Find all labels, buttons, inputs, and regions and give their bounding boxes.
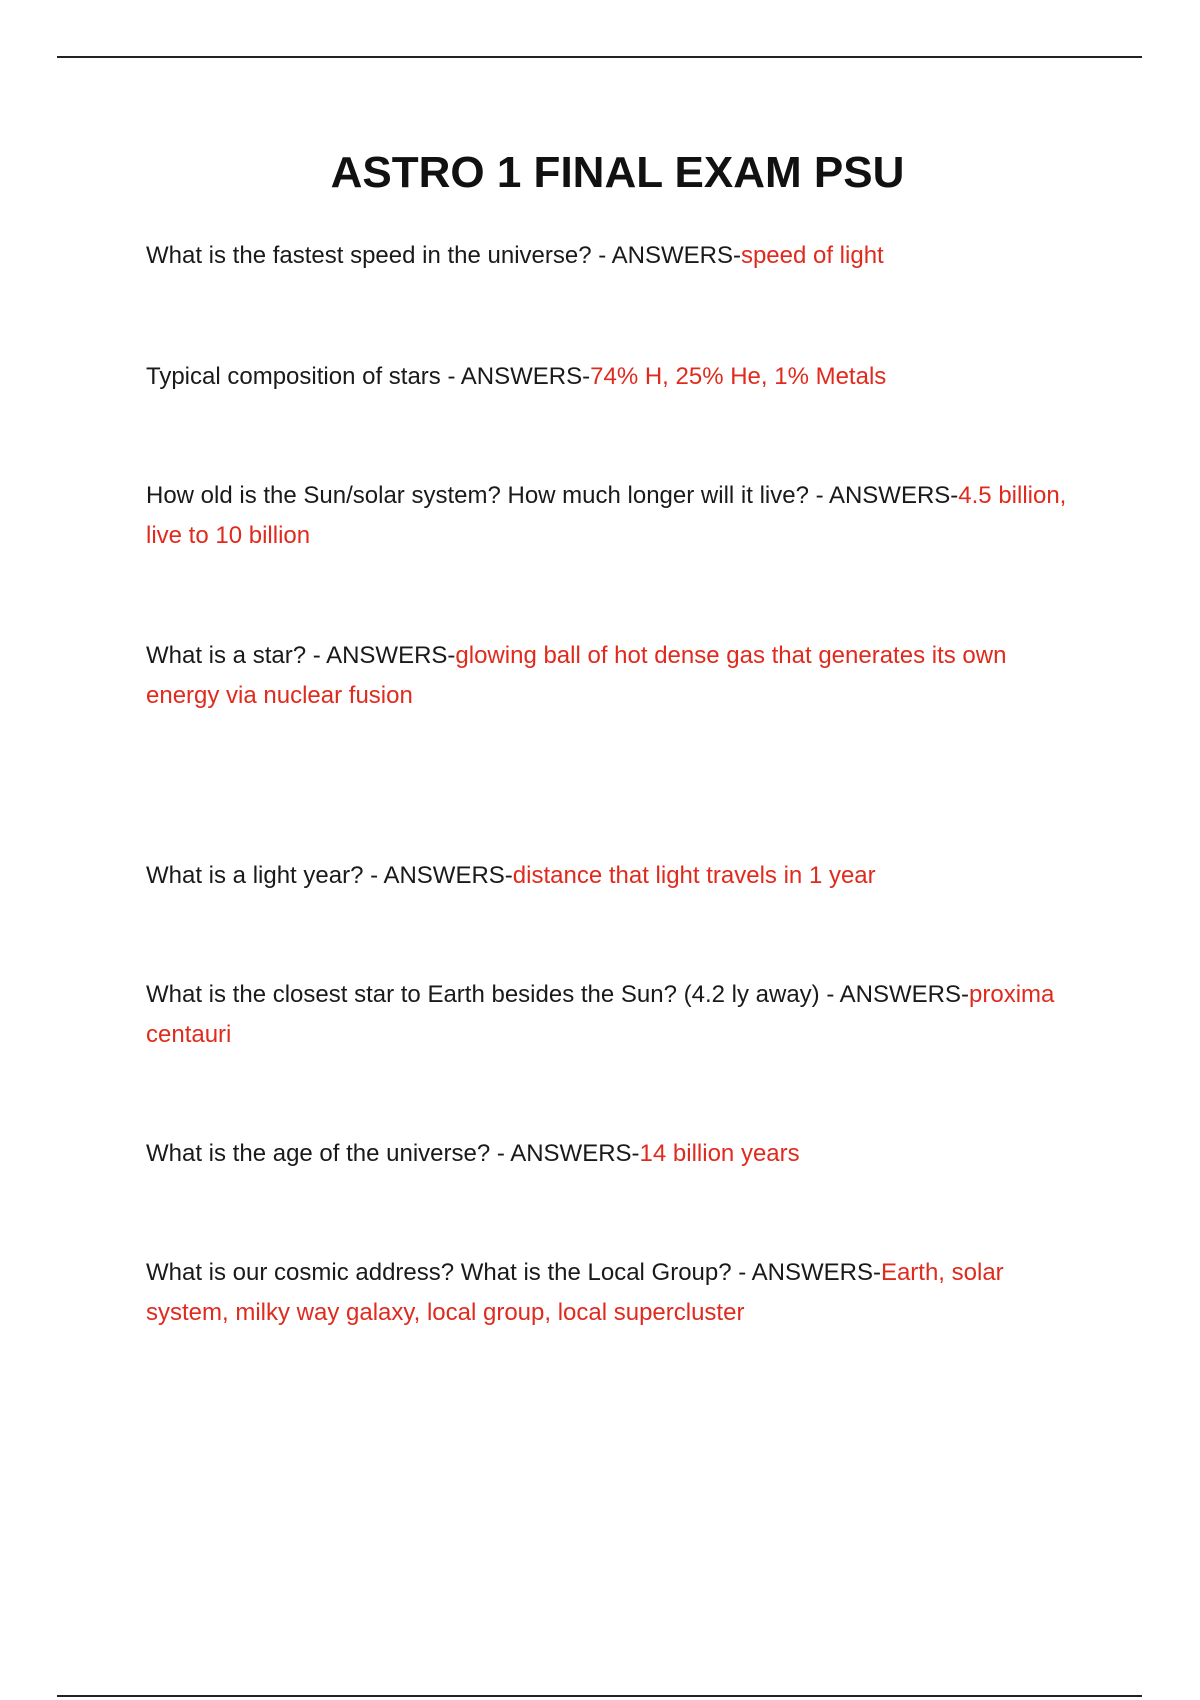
qa-item: [146, 236, 1076, 276]
answer-text: proxima centauri: [146, 981, 1055, 1048]
qa-item: [146, 636, 1076, 716]
qa-item: [146, 856, 1076, 896]
question-text: What is the age of the universe?: [146, 1140, 491, 1167]
question-text: What is the closest star to Earth besides the Sun? (4.2 ly away): [146, 981, 820, 1008]
top-rule: [57, 56, 1142, 58]
question-text: Typical composition of stars: [146, 363, 441, 390]
question-text: What is a star?: [146, 642, 307, 669]
qa-item: [146, 1253, 1076, 1333]
qa-item: [146, 1134, 1076, 1174]
answer-text: glowing ball of hot dense gas that generates its own energy via nuclear fusion: [146, 642, 1007, 709]
question-text: What is our cosmic address? What is the Local Group?: [146, 1259, 732, 1286]
answers-separator: - ANSWERS-: [306, 642, 456, 669]
qa-item: [146, 357, 1076, 397]
answers-separator: - ANSWERS-: [808, 482, 959, 509]
answer-text: speed of light: [740, 242, 884, 269]
answers-separator: - ANSWERS-: [440, 363, 591, 390]
qa-item: [146, 476, 1076, 556]
question-text: How old is the Sun/solar system? How much longer will it live?: [146, 482, 809, 509]
bottom-rule: [57, 1695, 1142, 1697]
answers-separator: - ANSWERS-: [591, 242, 741, 269]
question-text: What is a light year?: [146, 862, 364, 889]
qa-item: [146, 975, 1076, 1055]
answer-text: 14 billion years: [639, 1140, 800, 1167]
answer-text: distance that light travels in 1 year: [512, 862, 876, 889]
answer-text: 74% H, 25% He, 1% Metals: [590, 363, 887, 390]
answers-separator: - ANSWERS-: [363, 862, 513, 889]
answers-separator: - ANSWERS-: [490, 1140, 640, 1167]
answers-separator: - ANSWERS-: [819, 981, 969, 1008]
answer-text: 4.5 billion, live to 10 billion: [146, 482, 1067, 549]
document-title: ASTRO 1 FINAL EXAM PSU: [330, 148, 905, 197]
answer-text: Earth, solar system, milky way galaxy, local group, local supercluster: [146, 1259, 1004, 1326]
answers-separator: - ANSWERS-: [731, 1259, 881, 1286]
question-text: What is the fastest speed in the universe?: [146, 242, 592, 269]
